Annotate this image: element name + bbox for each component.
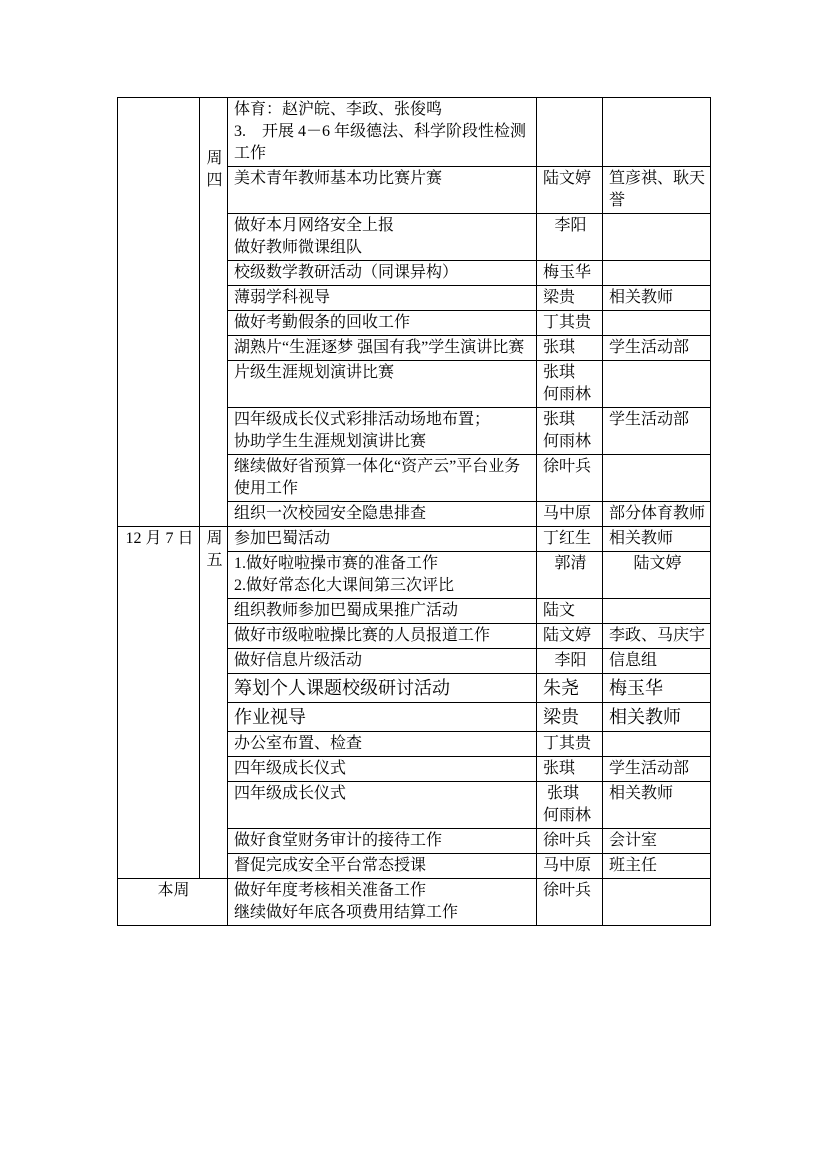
task-line: 继续做好年底各项费用结算工作	[234, 904, 459, 921]
task-line: 作业视导	[234, 707, 306, 727]
related-cell	[603, 599, 711, 624]
related-line: 相关教师	[609, 785, 674, 802]
person-cell	[537, 408, 603, 455]
person-line: 梁贵	[543, 289, 576, 306]
date-cell	[118, 98, 200, 527]
task-cell	[228, 98, 537, 167]
person-cell	[537, 624, 603, 649]
task-line: 四年级成长仪式彩排活动场地布置；	[234, 411, 491, 428]
person-line: 李阳	[554, 217, 587, 234]
person-cell	[537, 782, 603, 829]
task-line: 四年级成长仪式	[234, 785, 347, 802]
task-line: 组织教师参加巴蜀成果推广活动	[234, 602, 459, 619]
task-cell	[228, 286, 537, 311]
related-cell	[603, 455, 711, 502]
date-cell: 12 月 7 日	[118, 527, 200, 879]
person-cell	[537, 732, 603, 757]
task-line: 湖熟片“生涯逐梦 强国有我”学生演讲比赛	[234, 339, 525, 356]
task-line: 做好教师微课组队	[234, 239, 363, 256]
person-cell	[537, 854, 603, 879]
related-cell	[603, 674, 711, 703]
task-line: 片级生涯规划演讲比赛	[234, 364, 395, 381]
task-line: 协助学生生涯规划演讲比赛	[234, 433, 427, 450]
task-cell	[228, 782, 537, 829]
person-cell	[537, 703, 603, 732]
task-line: 做好年度考核相关准备工作	[234, 882, 427, 899]
task-cell	[228, 829, 537, 854]
person-line: 张琪	[543, 411, 576, 428]
person-line: 李阳	[554, 652, 587, 669]
person-line: 张琪	[543, 339, 576, 356]
person-cell	[537, 599, 603, 624]
person-cell	[537, 829, 603, 854]
weekday-cell: 周四	[200, 98, 228, 527]
related-cell	[603, 829, 711, 854]
person-cell	[537, 361, 603, 408]
schedule-tbody	[118, 98, 711, 926]
task-cell	[228, 854, 537, 879]
related-line: 学生活动部	[609, 339, 690, 356]
weekly-schedule-table	[117, 97, 711, 926]
task-cell	[228, 879, 537, 926]
task-cell	[228, 361, 537, 408]
related-line: 笪彦祺、耿天誉	[609, 170, 706, 209]
related-line: 会计室	[609, 832, 658, 849]
person-line: 徐叶兵	[543, 832, 592, 849]
related-cell	[603, 408, 711, 455]
weekday-cell: 周五	[200, 527, 228, 879]
task-cell	[228, 167, 537, 214]
task-cell	[228, 527, 537, 552]
task-cell	[228, 674, 537, 703]
task-cell	[228, 455, 537, 502]
task-line: 薄弱学科视导	[234, 289, 331, 306]
task-cell	[228, 624, 537, 649]
person-cell	[537, 98, 603, 167]
task-cell	[228, 336, 537, 361]
person-cell	[537, 286, 603, 311]
task-line: 美术青年教师基本功比赛片赛	[234, 170, 443, 187]
related-line: 班主任	[609, 857, 658, 874]
task-cell	[228, 502, 537, 527]
task-cell	[228, 599, 537, 624]
related-cell	[603, 527, 711, 552]
person-cell	[537, 311, 603, 336]
person-line: 徐叶兵	[543, 458, 592, 475]
person-line: 陆文	[543, 602, 576, 619]
person-line: 何雨林	[543, 386, 592, 403]
related-cell	[603, 286, 711, 311]
related-cell	[603, 782, 711, 829]
task-line: 做好食堂财务审计的接待工作	[234, 832, 443, 849]
task-cell	[228, 214, 537, 261]
related-cell	[603, 98, 711, 167]
task-line: 体育：赵沪皖、李政、张俊鸣	[234, 101, 443, 118]
related-cell	[603, 732, 711, 757]
related-cell	[603, 879, 711, 926]
person-line: 梁贵	[543, 707, 579, 727]
person-line: 朱尧	[543, 678, 579, 698]
related-cell	[603, 624, 711, 649]
task-cell	[228, 311, 537, 336]
person-line: 丁其贵	[543, 735, 592, 752]
person-line: 陆文婷	[543, 627, 592, 644]
related-cell	[603, 311, 711, 336]
person-line: 梅玉华	[543, 264, 592, 281]
related-cell	[603, 854, 711, 879]
related-line: 李政、马庆宇	[609, 627, 706, 644]
person-cell	[537, 674, 603, 703]
person-line: 张琪	[543, 760, 576, 777]
task-line: 筹划个人课题校级研讨活动	[234, 678, 450, 698]
task-cell	[228, 552, 537, 599]
related-line: 相关教师	[609, 707, 681, 727]
task-line: 1.做好啦啦操市赛的准备工作	[234, 555, 439, 572]
person-line: 郭清	[554, 555, 587, 572]
person-cell	[537, 552, 603, 599]
task-line: 督促完成安全平台常态授课	[234, 857, 427, 874]
related-cell	[603, 336, 711, 361]
person-cell	[537, 261, 603, 286]
person-line: 马中原	[543, 505, 592, 522]
related-line: 学生活动部	[609, 411, 690, 428]
person-line: 何雨林	[543, 807, 592, 824]
task-line: 组织一次校园安全隐患排查	[234, 505, 427, 522]
person-cell	[537, 502, 603, 527]
task-cell	[228, 703, 537, 732]
person-line: 徐叶兵	[543, 882, 592, 899]
task-cell	[228, 261, 537, 286]
person-cell	[537, 455, 603, 502]
related-cell	[603, 502, 711, 527]
related-cell	[603, 361, 711, 408]
task-cell	[228, 649, 537, 674]
related-line: 相关教师	[609, 289, 674, 306]
task-cell	[228, 408, 537, 455]
person-cell	[537, 527, 603, 552]
related-cell	[603, 649, 711, 674]
task-cell	[228, 757, 537, 782]
related-cell	[603, 757, 711, 782]
task-line: 做好市级啦啦操比赛的人员报道工作	[234, 627, 491, 644]
person-line: 马中原	[543, 857, 592, 874]
related-cell	[603, 167, 711, 214]
related-cell	[603, 214, 711, 261]
person-line: 张琪	[543, 364, 576, 381]
person-line: 丁红生	[543, 530, 592, 547]
related-cell	[603, 261, 711, 286]
related-cell	[603, 703, 711, 732]
person-cell	[537, 336, 603, 361]
person-line: 张琪	[543, 785, 580, 802]
task-line: 参加巴蜀活动	[234, 530, 331, 547]
task-line: 办公室布置、检查	[234, 735, 363, 752]
person-line: 丁其贵	[543, 314, 592, 331]
person-line: 陆文婷	[543, 170, 592, 187]
task-line: 继续做好省预算一体化“资产云”平台业务使用工作	[234, 458, 521, 497]
person-cell	[537, 167, 603, 214]
related-line: 部分体育教师	[609, 505, 706, 522]
related-line: 学生活动部	[609, 760, 690, 777]
person-cell	[537, 214, 603, 261]
related-line: 信息组	[609, 652, 658, 669]
related-line: 陆文婷	[633, 555, 682, 572]
task-line: 校级数学教研活动（同课异构）	[234, 264, 459, 281]
task-line: 四年级成长仪式	[234, 760, 347, 777]
task-line: 2.做好常态化大课间第三次评比	[234, 577, 455, 594]
task-cell	[228, 732, 537, 757]
person-cell	[537, 757, 603, 782]
task-line: 3. 开展 4－6 年级德法、科学阶段性检测工作	[234, 123, 527, 162]
task-line: 做好本月网络安全上报	[234, 217, 395, 234]
person-cell	[537, 879, 603, 926]
related-line: 相关教师	[609, 530, 674, 547]
task-line: 做好信息片级活动	[234, 652, 363, 669]
person-cell	[537, 649, 603, 674]
related-line: 梅玉华	[609, 678, 663, 698]
task-line: 做好考勤假条的回收工作	[234, 314, 411, 331]
related-cell	[603, 552, 711, 599]
date-cell: 本周	[118, 879, 228, 926]
person-line: 何雨林	[543, 433, 592, 450]
